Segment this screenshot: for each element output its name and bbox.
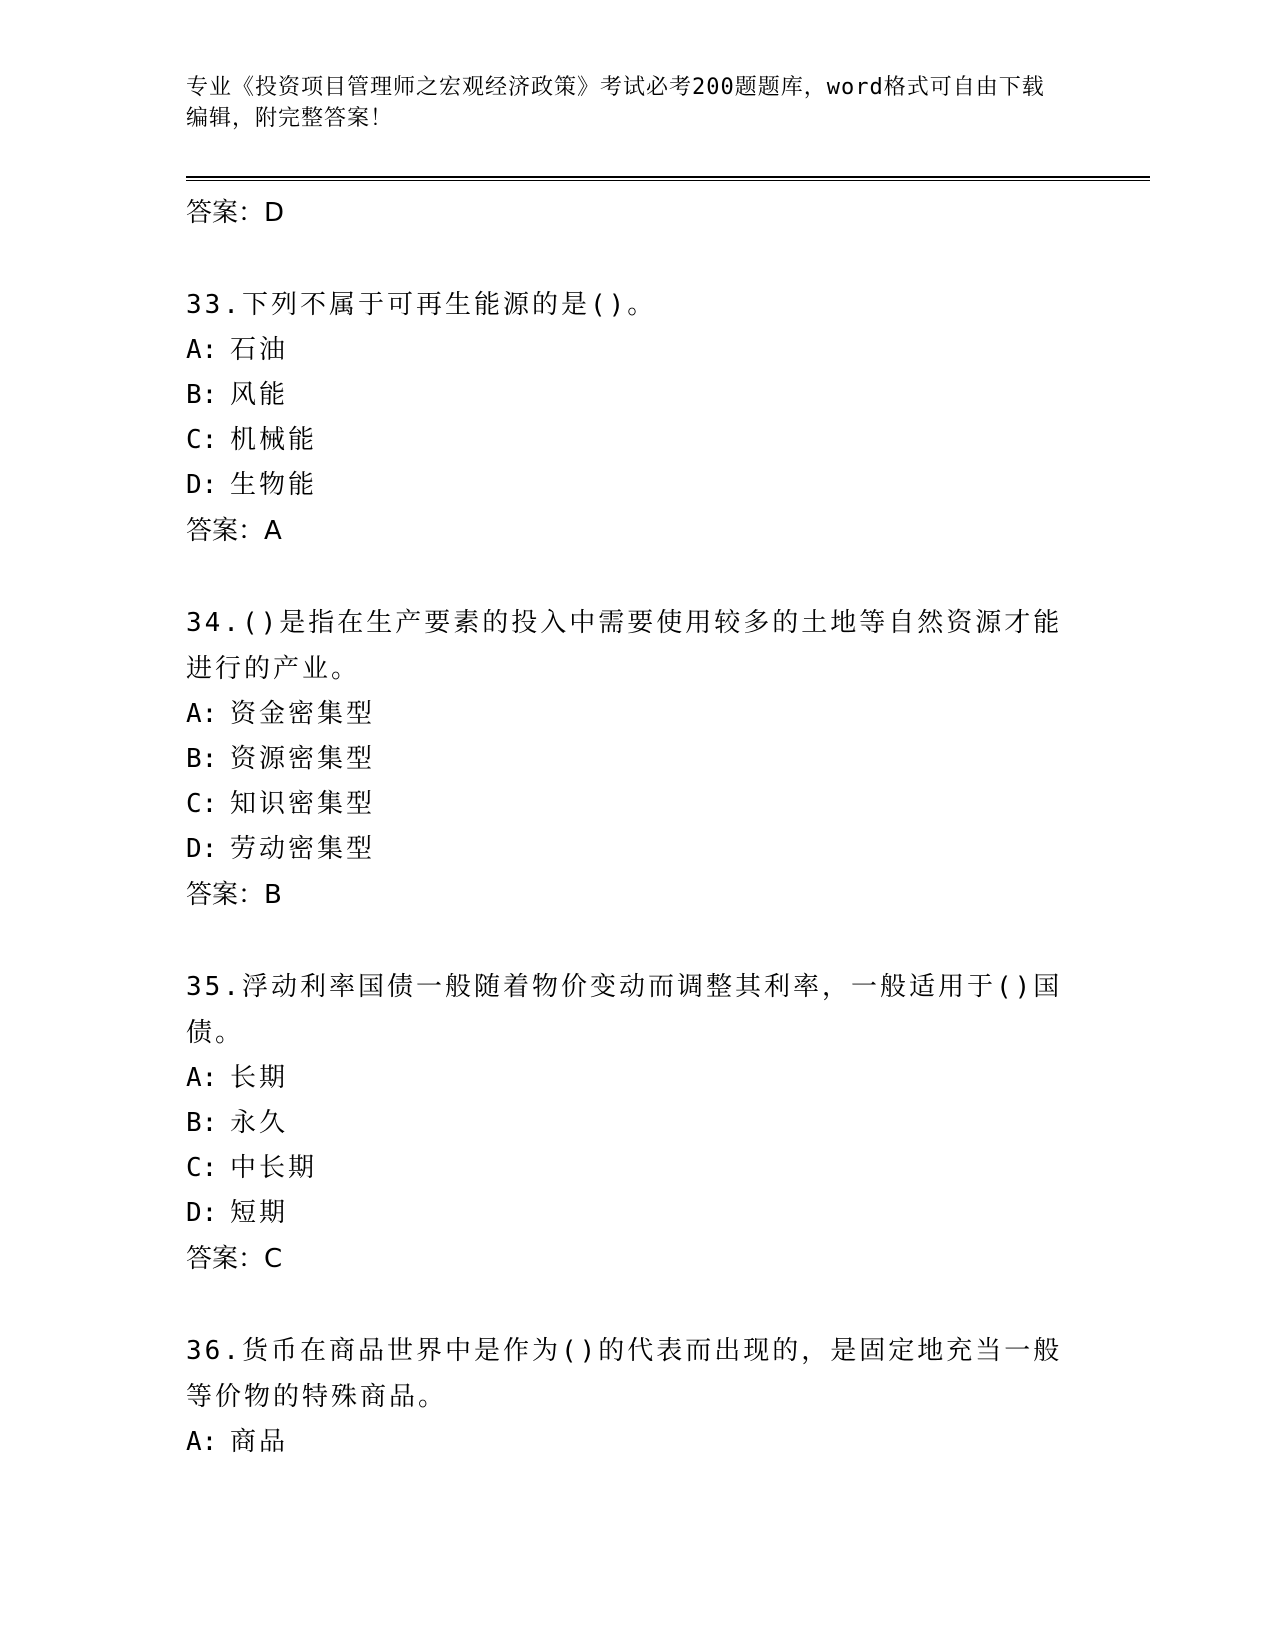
spacer <box>186 918 1086 964</box>
option-text: 石油 <box>230 335 289 365</box>
option-text: 机械能 <box>230 425 318 455</box>
answer-label: 答案： <box>186 880 265 910</box>
option-a <box>186 692 1086 737</box>
spacer <box>186 1282 1086 1328</box>
option-a <box>186 328 1086 373</box>
option-c <box>186 418 1086 463</box>
option-key: D: <box>186 834 218 864</box>
option-text: 风能 <box>230 380 289 410</box>
question-text: 36.货币在商品世界中是作为()的代表而出现的，是固定地充当一般等价物的特殊商品。 <box>186 1336 1063 1412</box>
option-c <box>186 1146 1086 1191</box>
page-header: 专业《投资项目管理师之宏观经济政策》考试必考200题题库，word格式可自由下载编辑，附完整答案！ <box>186 75 1045 131</box>
option-text: 知识密集型 <box>230 789 376 819</box>
answer-value: B <box>264 880 282 910</box>
option-key: A: <box>186 335 218 365</box>
option-key: D: <box>186 1198 218 1228</box>
option-text: 商品 <box>230 1427 289 1457</box>
option-b <box>186 737 1086 782</box>
option-d <box>186 463 1086 508</box>
option-d <box>186 827 1086 872</box>
option-text: 短期 <box>230 1198 289 1228</box>
option-a <box>186 1056 1086 1101</box>
spacer <box>186 236 1086 282</box>
question-36 <box>186 1328 1086 1465</box>
answer-line <box>186 190 1086 236</box>
answer-value: A <box>264 516 282 546</box>
option-text: 生物能 <box>230 470 318 500</box>
option-key: A: <box>186 1427 218 1457</box>
option-text: 资金密集型 <box>230 699 376 729</box>
option-key: D: <box>186 470 218 500</box>
option-text: 永久 <box>230 1108 289 1138</box>
question-text: 35.浮动利率国债一般随着物价变动而调整其利率，一般适用于()国债。 <box>186 972 1063 1048</box>
option-key: A: <box>186 1063 218 1093</box>
question-34 <box>186 600 1086 964</box>
answer-label: 答案： <box>186 198 265 228</box>
answer-label: 答案： <box>186 516 265 546</box>
option-key: C: <box>186 425 218 455</box>
header-rule <box>186 176 1150 181</box>
option-b <box>186 1101 1086 1146</box>
option-a <box>186 1420 1086 1465</box>
option-d <box>186 1191 1086 1236</box>
option-b <box>186 373 1086 418</box>
option-key: B: <box>186 380 218 410</box>
answer-value: C <box>264 1244 283 1274</box>
answer-label: 答案： <box>186 1244 265 1274</box>
option-text: 资源密集型 <box>230 744 376 774</box>
option-key: C: <box>186 1153 218 1183</box>
option-key: C: <box>186 789 218 819</box>
option-key: B: <box>186 1108 218 1138</box>
spacer <box>186 554 1086 600</box>
option-key: B: <box>186 744 218 774</box>
option-text: 长期 <box>230 1063 289 1093</box>
option-c <box>186 782 1086 827</box>
answer-line <box>186 508 1086 554</box>
option-key: A: <box>186 699 218 729</box>
option-text: 劳动密集型 <box>230 834 376 864</box>
question-33 <box>186 282 1086 600</box>
question-35 <box>186 964 1086 1328</box>
answer-line <box>186 1236 1086 1282</box>
answer-value: D <box>264 198 285 228</box>
answer-line <box>186 872 1086 918</box>
document-body <box>186 190 1086 1465</box>
question-text: 33.下列不属于可再生能源的是()。 <box>186 290 657 320</box>
option-text: 中长期 <box>230 1153 318 1183</box>
question-text: 34.()是指在生产要素的投入中需要使用较多的土地等自然资源才能进行的产业。 <box>186 608 1063 684</box>
